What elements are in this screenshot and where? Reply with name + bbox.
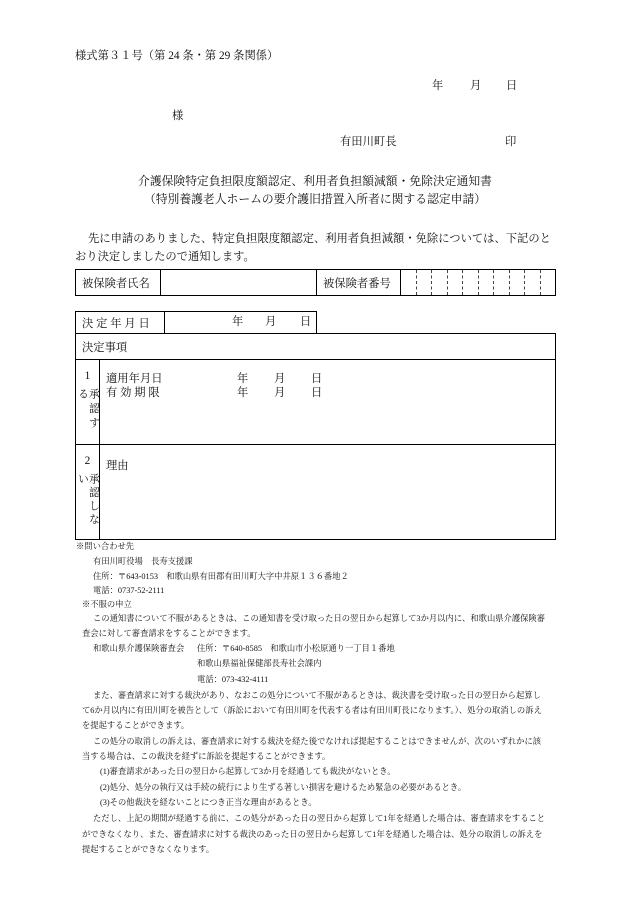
review-board-department: 和歌山県福祉保健部長寿社会課内 [197, 659, 322, 668]
insured-name-label: 被保険者氏名 [76, 270, 161, 295]
review-board-phone: 電話：073-432-4111 [197, 675, 269, 684]
condition-item: (3)その他裁決を経ないことにつき正当な理由があるとき。 [100, 798, 317, 807]
review-board-name: 和歌山県介護保険審査会 [93, 644, 185, 653]
limitation-line: 提起することができなくなります。 [82, 845, 215, 854]
intro-line: 先に申請のありました、特定負担限度額認定、利用者負担減額・免除については、下記のと [88, 233, 551, 245]
direct-lawsuit-line: この処分の取消しの訴えは、審査請求に対する裁決を経た後でなければ提起することはできませんが、次のいずれかに該 [93, 737, 542, 746]
review-request-line: 査会に対して審査請求をすることができます。 [82, 629, 256, 638]
decision-date-table [75, 311, 317, 334]
reject-number: 2 [84, 455, 91, 467]
effective-date-label: 適用年月日 [106, 373, 163, 385]
reject-row-content [100, 445, 555, 539]
issue-date-month-label: 月 [470, 80, 482, 92]
limitation-line: ただし、上記の期間が経過する前に、この処分があった日の翌日から起算して1年を経過した場合は、審査請求をすること [93, 814, 546, 823]
effective-date-year-label: 年 [237, 373, 249, 385]
insured-number-digit-box [524, 270, 540, 295]
review-board-address: 住所：〒640-8585 和歌山市小松原通り一丁目１番地 [197, 644, 395, 653]
approve-row-content [100, 360, 555, 445]
decision-items-header: 決定事項 [76, 334, 555, 360]
decision-items-table [75, 333, 556, 540]
condition-item: (2)処分、処分の執行又は手続の続行により生ずる著しい損害を避けるため緊急の必要があるとき。 [100, 783, 467, 792]
insured-number-digit-box [462, 270, 478, 295]
contact-office: 有田川町役場 長寿支援課 [93, 557, 193, 566]
insured-info-table [75, 269, 556, 296]
issue-date-day-label: 日 [506, 80, 518, 92]
issue-date-year-label: 年 [432, 80, 444, 92]
decision-date-field [165, 312, 316, 333]
insured-number-digit-box [416, 270, 432, 295]
issuer-name: 有田川町長 [340, 136, 397, 148]
decision-date-year-label: 年 [232, 316, 244, 328]
decision-date-day-label: 日 [300, 316, 312, 328]
valid-period-year-label: 年 [237, 387, 249, 399]
condition-item: (1)審査請求があった日の翌日から起算して3か月を経過しても裁決がないとき。 [100, 767, 396, 776]
effective-date-month-label: 月 [274, 373, 286, 385]
form-number: 様式第３１号（第 24 条・第 29 条関係） [75, 50, 279, 62]
lawsuit-line: て6か月以内に有田川町を被告として（訴訟において有田川町を代表する者は有田川町長になります。）、処分の取消しの訴え [82, 706, 542, 715]
approve-row-label [76, 360, 100, 445]
insured-number-digit-box [509, 270, 525, 295]
reject-label: 承認しない [76, 473, 100, 528]
valid-period-month-label: 月 [274, 387, 286, 399]
lawsuit-line: また、審査請求に対する裁決があり、なおこの処分について不服があるときは、裁決書を受け取った日の翌日から起算し [93, 691, 541, 700]
reject-row-label [76, 445, 100, 539]
insured-number-digit-box [401, 270, 416, 295]
contact-phone: 電話：0737-52-2111 [93, 586, 165, 595]
document-subtitle: （特別養護老人ホームの要介護旧措置入所者に関する認定申請） [143, 192, 487, 206]
insured-number-field [401, 270, 555, 295]
decision-date-month-label: 月 [265, 316, 277, 328]
contact-heading: ※問い合わせ先 [76, 542, 135, 551]
insured-number-digit-box [431, 270, 447, 295]
valid-period-label: 有 効 期 限 [106, 387, 160, 399]
insured-number-digit-box [493, 270, 509, 295]
insured-name-field [161, 270, 317, 295]
intro-line: おり決定しましたので通知します。 [75, 251, 255, 263]
reason-label: 理由 [106, 460, 129, 472]
lawsuit-line: を提起することができます。 [82, 721, 190, 730]
approve-label: 承認する [76, 388, 100, 432]
decision-date-label: 決 定 年 月 日 [76, 312, 165, 333]
approve-number: 1 [84, 370, 91, 382]
valid-period-day-label: 日 [311, 387, 323, 399]
review-request-line: この通知書について不服があるときは、この通知書を受け取った日の翌日から起算して3か月以内に、和歌山県介護保険審 [93, 614, 546, 623]
issuer-seal-mark: 印 [505, 136, 517, 148]
document-title: 介護保険特定負担限度額認定、利用者負担額減額・免除決定通知書 [138, 174, 492, 188]
limitation-line: ができなくなり、また、審査請求に対する裁決のあった日の翌日から起算して1年を経過した場合は、処分の取消しの訴えを [82, 830, 543, 839]
effective-date-day-label: 日 [311, 373, 323, 385]
insured-number-digit-box [478, 270, 494, 295]
insured-number-digit-box [540, 270, 556, 295]
insured-number-digit-box [447, 270, 463, 295]
recipient-honorific: 様 [172, 110, 184, 122]
insured-number-label: 被保険者番号 [317, 270, 401, 295]
contact-address: 住所：〒643-0153 和歌山県有田郡有田川町大字中井原１３６番地２ [93, 572, 349, 581]
appeal-heading: ※不服の申立 [82, 600, 132, 609]
direct-lawsuit-line: 当する場合は、この裁決を経ずに訴訟を提起することができます。 [82, 752, 331, 761]
